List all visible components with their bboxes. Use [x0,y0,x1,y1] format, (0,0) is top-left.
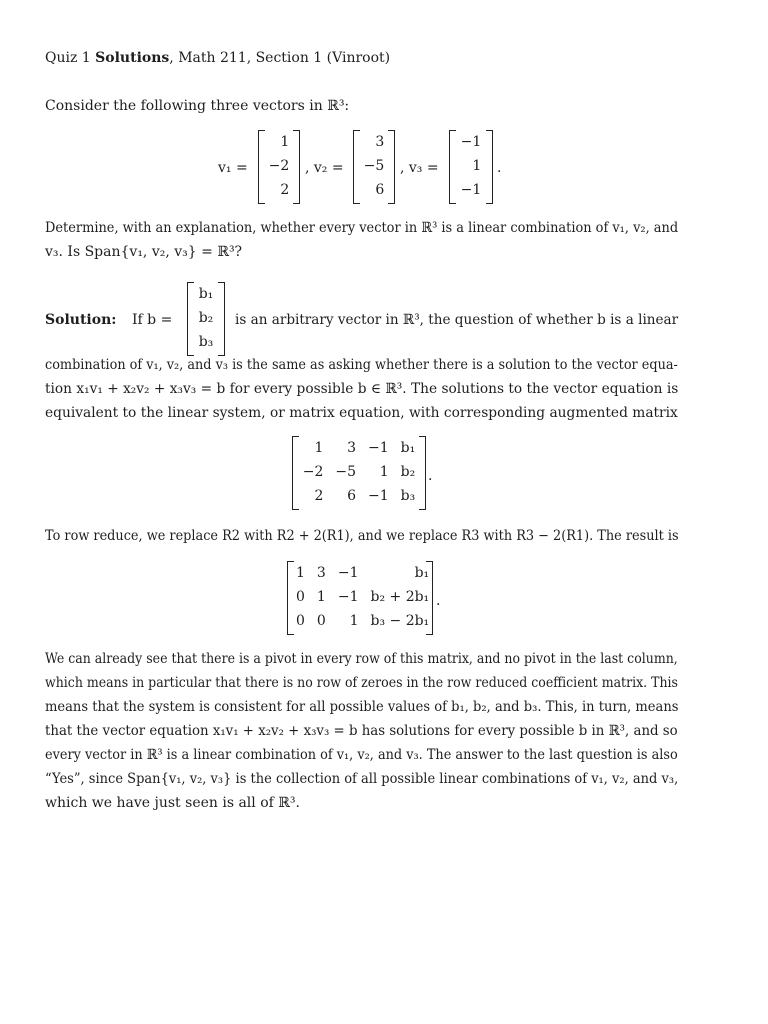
intro-text: Consider the following three vectors in ℝ³: [45,98,350,114]
matrix-cell: 1 [314,440,324,456]
solution-line-3: tion x₁v₁ + x₂v₂ + x₃v₃ = b for every possible b ∈ ℝ³. The solutions to the vector equation is [45,381,679,397]
vectors-period: . [497,160,502,176]
header-prefix: Quiz 1 [45,50,96,66]
v3-vector [449,130,493,204]
quiz-header [45,46,390,70]
b-entry: b₂ [198,310,214,326]
solution-line-2: combination of v₁, v₂, and v₃ is the same as asking whether there is a solution to the vector equa- [45,357,678,373]
v2-vector [353,130,395,204]
b-entry: b₁ [198,286,214,302]
v3-entry: −1 [460,182,482,198]
augmented-matrix [292,436,426,510]
matrix-cell: −2 [302,464,324,480]
conclusion-line: which means in particular that there is no row of zeroes in the row reduced coefficient matrix. This [45,675,678,691]
header-solutions-bold: Solutions [95,50,170,66]
v2-entry: 3 [375,134,385,150]
v1-vector [258,130,300,204]
matrix-cell: b₂ + 2b₁ [370,589,430,605]
v2-label: , v₂ = [305,160,344,176]
matrix-cell: 3 [316,565,326,581]
conclusion-line: which we have just seen is all of ℝ³. [45,795,300,811]
matrix-cell: b₂ [400,464,416,480]
matrix-cell: 0 [316,613,326,629]
matrix-cell: b₃ [400,488,416,504]
matrix-cell: 3 [347,440,357,456]
matrix-cell: −1 [368,440,389,456]
v2-entry: 6 [375,182,385,198]
conclusion-line: We can already see that there is a pivot in every row of this matrix, and no pivot in the last column, [45,651,678,667]
reduced-matrix-period: . [436,593,441,609]
v1-label: v₁ = [218,160,248,176]
matrix-cell: −1 [337,565,359,581]
question-line-1: Determine, with an explanation, whether every vector in ℝ³ is a linear combination of v₁, v₂, and [45,220,679,236]
v3-entry: −1 [460,134,482,150]
v1-entry: −2 [268,158,290,174]
matrix-cell: 0 [296,613,305,629]
conclusion-line: every vector in ℝ³ is a linear combination of v₁, v₂, and v₃. The answer to the last question is also [45,747,678,763]
conclusion-line: means that the system is consistent for all possible values of b₁, b₂, and b₃. This, in turn, means [45,699,679,715]
matrix-cell: b₃ − 2b₁ [370,613,430,629]
matrix-cell: 6 [347,488,357,504]
matrix-cell: 1 [379,464,389,480]
question-line-2: v₃. Is Span{v₁, v₂, v₃} = ℝ³? [45,244,243,260]
b-vector [187,282,225,356]
matrix-cell: 1 [296,565,305,581]
matrix-cell: −1 [337,589,359,605]
header-suffix: , Math 211, Section 1 (Vinroot) [169,50,391,66]
b-entry: b₃ [198,334,214,350]
conclusion-line: “Yes”, since Span{v₁, v₂, v₃} is the collection of all possible linear combinations of v₁, v₂, and v₃, [45,771,679,787]
reduced-matrix [287,561,433,635]
matrix-cell: −1 [368,488,389,504]
matrix-period: . [428,468,433,484]
v3-label: , v₃ = [400,160,439,176]
matrix-cell: 0 [296,589,305,605]
solution-line-4: equivalent to the linear system, or matrix equation, with corresponding augmented matrix [45,405,678,421]
matrix-cell: 1 [349,613,359,629]
row-reduce-text: To row reduce, we replace R2 with R2 + 2(R1), and we replace R3 with R3 − 2(R1). The result is [45,528,679,544]
solution-label: Solution: [45,312,117,328]
v1-entry: 1 [280,134,290,150]
conclusion-line: that the vector equation x₁v₁ + x₂v₂ + x₃v₃ = b has solutions for every possible b in ℝ³, and so [45,723,678,739]
v1-entry: 2 [280,182,290,198]
matrix-cell: b₁ [400,440,416,456]
v2-entry: −5 [363,158,385,174]
if-b-text: If b = [132,312,173,328]
matrix-cell: −5 [335,464,357,480]
matrix-cell: b₁ [414,565,430,581]
v3-entry: 1 [472,158,482,174]
matrix-cell: 2 [314,488,324,504]
matrix-cell: 1 [316,589,326,605]
solution-line-1-rest: is an arbitrary vector in ℝ³, the question of whether b is a linear [235,312,679,328]
